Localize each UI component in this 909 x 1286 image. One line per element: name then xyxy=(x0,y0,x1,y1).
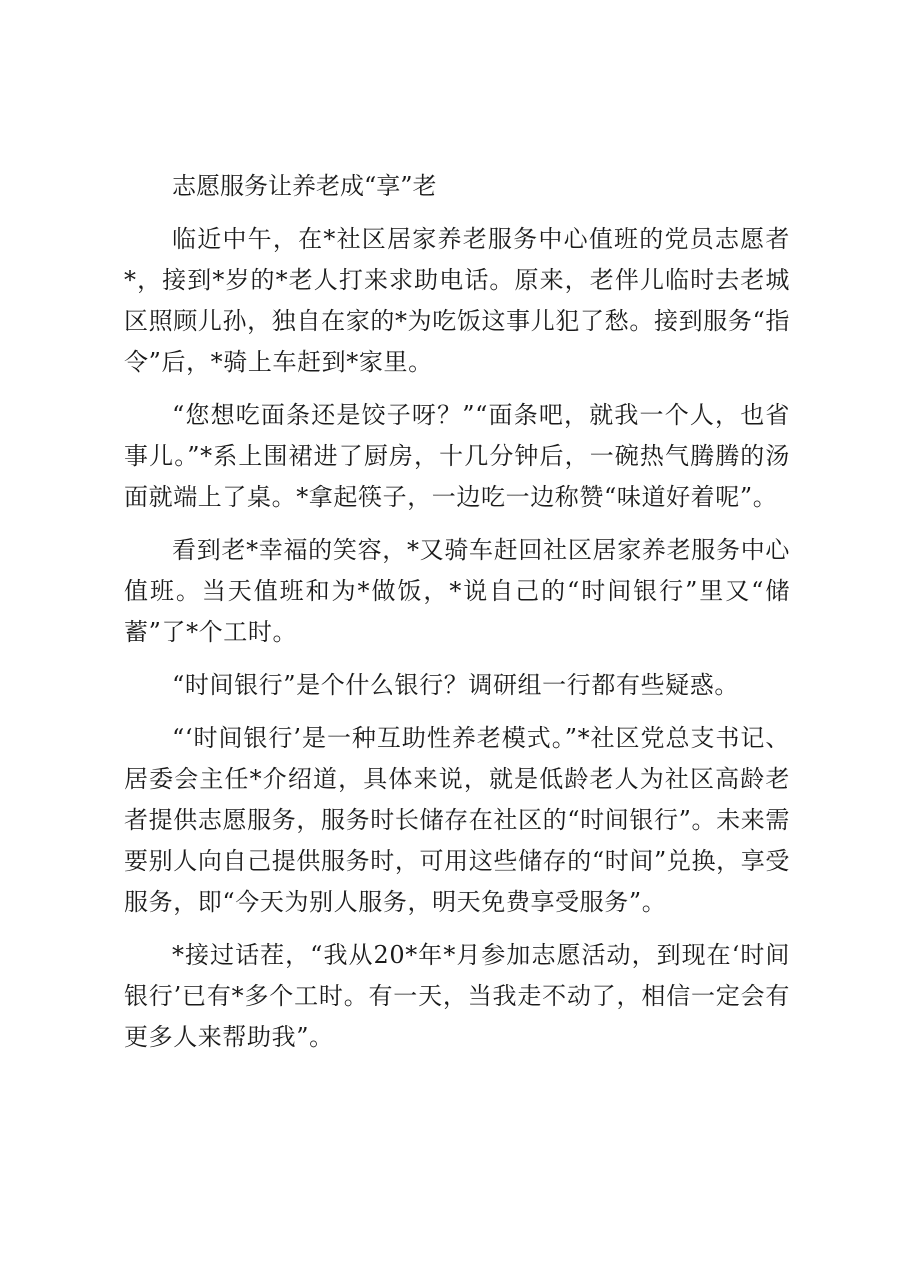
paragraph-4: “时间银行”是个什么银行？调研组一行都有些疑惑。 xyxy=(172,671,739,699)
paragraph-2: “您想吃面条还是饺子呀？”“面条吧，就我一个人，也省事儿。”*系上围裙进了厨房，十几分钟后，一碗热气腾腾的汤面就端上了桌。*拿起筷子，一边吃一边称赞“味道好着呢”。 xyxy=(124,401,790,511)
paragraph-5: “‘时间银行’是一种互助性养老模式。”*社区党总支书记、居委会主任*介绍道，具体来说，就是低龄老人为社区高龄老者提供志愿服务，服务时长储存在社区的“时间银行”。未来需要别人向自己提供服务时，可用这些储存的“时间”兑换，享受服务，即“今天为别人服务，明天免费享受服务”。 xyxy=(124,724,790,916)
document-body xyxy=(124,166,790,1070)
document-title: 志愿服务让养老成“享”老 xyxy=(172,172,437,200)
paragraph-1: 临近中午，在*社区居家养老服务中心值班的党员志愿者*，接到*岁的*老人打来求助电话。原来，老伴儿临时去老城区照顾儿孙，独自在家的*为吃饭这事儿犯了愁。接到服务“指令”后，*骑上车赶到*家里。 xyxy=(124,225,790,376)
paragraph-3: 看到老*幸福的笑容，*又骑车赶回社区居家养老服务中心值班。当天值班和为*做饭，*说自己的“时间银行”里又“储蓄”了*个工时。 xyxy=(124,536,790,646)
paragraph-6: *接过话茬，“我从20*年*月参加志愿活动，到现在‘时间银行’已有*多个工时。有一天，当我走不动了，相信一定会有更多人来帮助我”。 xyxy=(124,941,790,1051)
